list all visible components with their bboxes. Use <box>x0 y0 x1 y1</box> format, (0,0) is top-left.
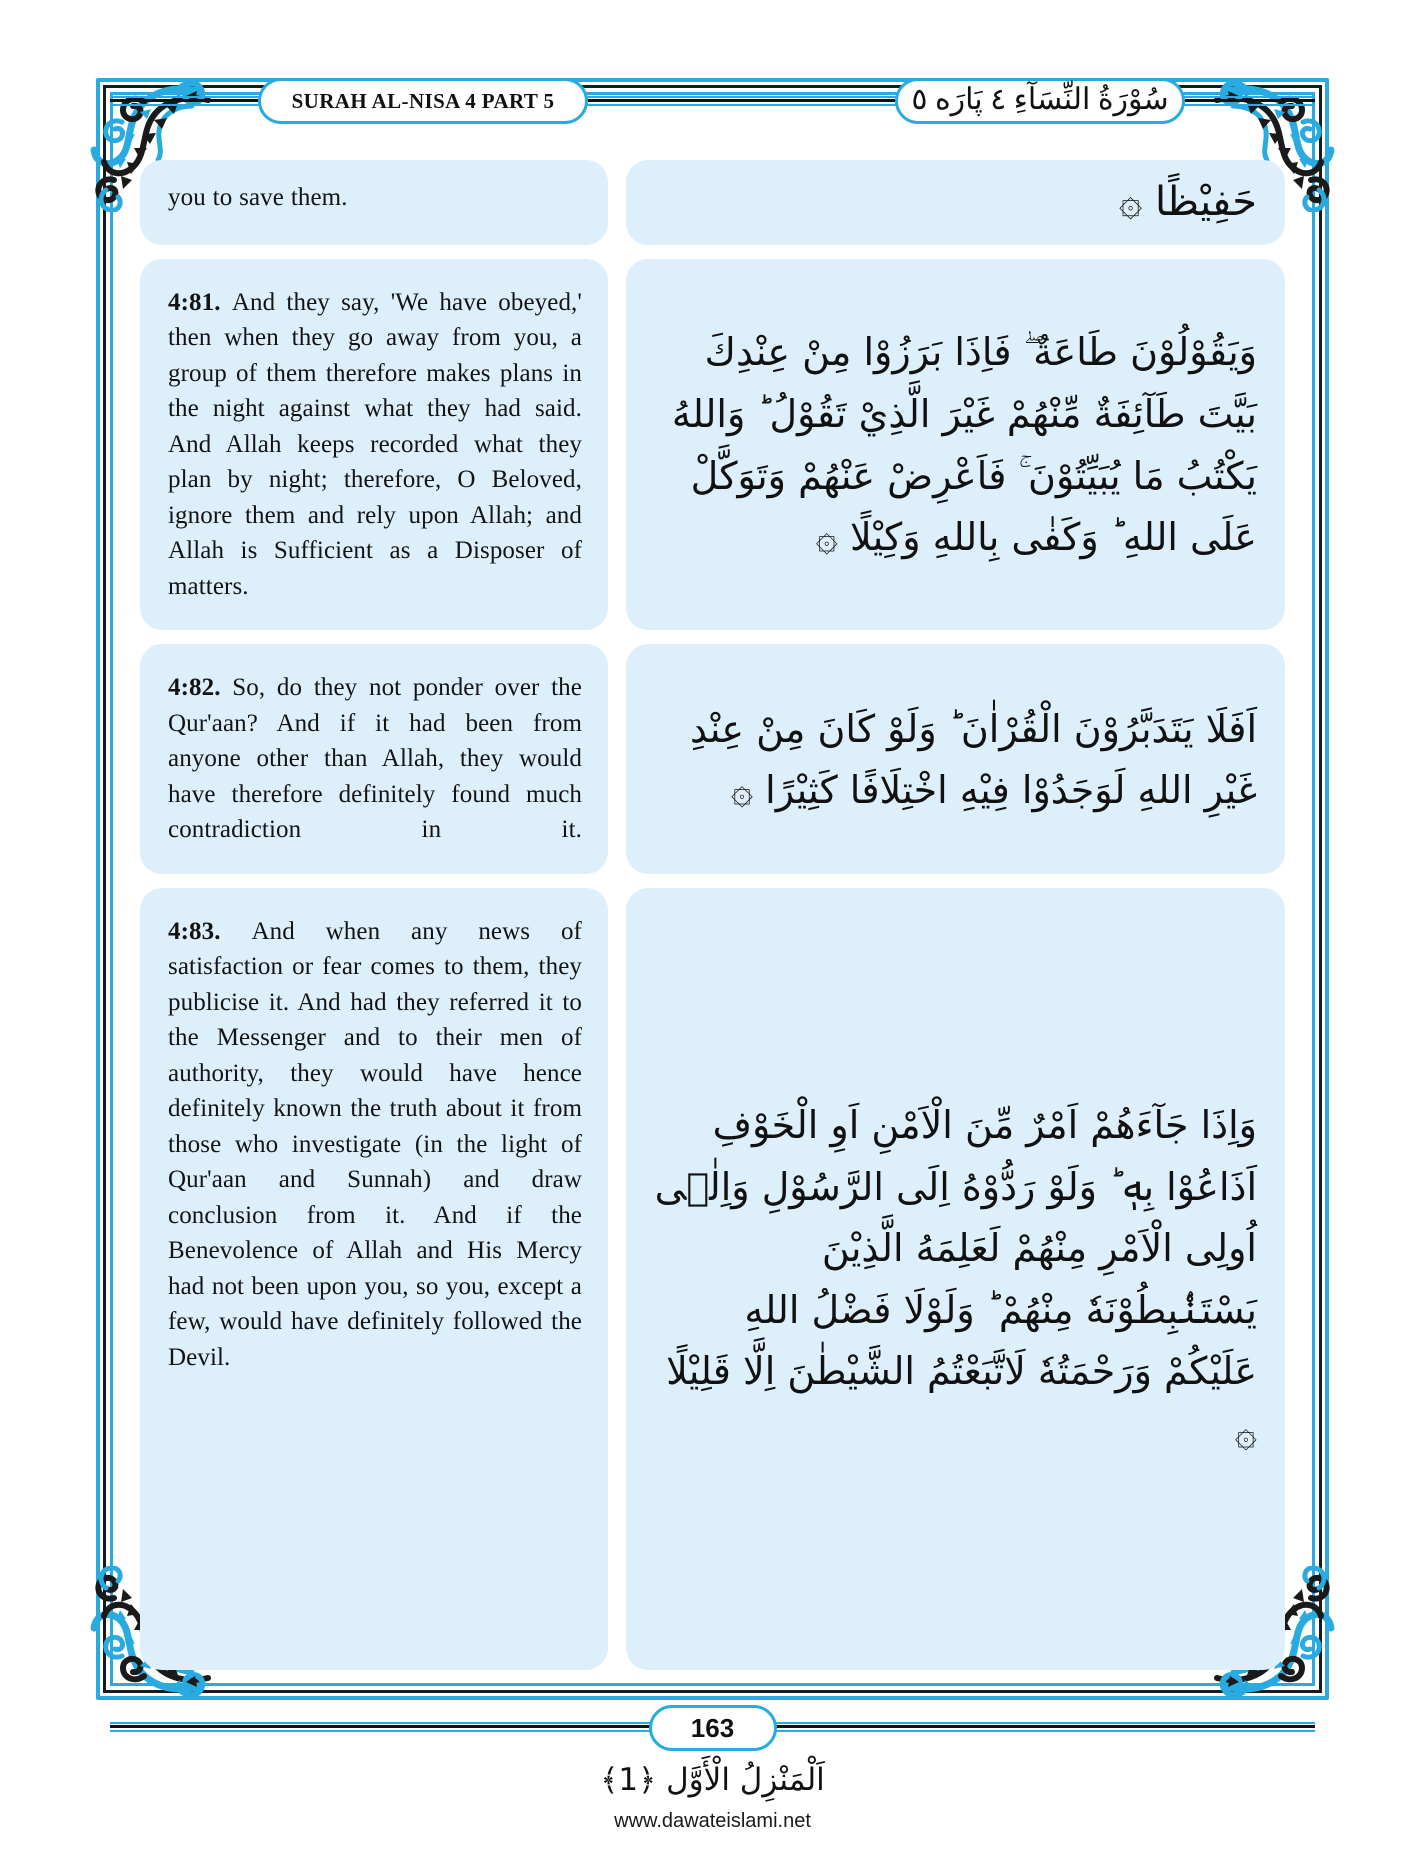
verse-list <box>140 160 1285 1670</box>
verse-row <box>140 644 1285 874</box>
page-header <box>110 78 1315 124</box>
surah-title-arabic-label: سُوْرَةُ النِّسَآءِ ٤ پَارَه ٥ <box>911 83 1169 116</box>
manzil-label: اَلْمَنْزِلُ الْأَوَّل ﴿1﴾ <box>600 1762 825 1798</box>
surah-title-arabic <box>895 78 1185 124</box>
verse-number: 4:81. <box>168 288 232 316</box>
verse-arabic-panel <box>626 888 1285 1670</box>
page-number-label: 163 <box>690 1712 735 1743</box>
verse-arabic-text: اَفَلَا يَتَدَبَّرُوْنَ الْقُرْاٰنَ ؕ وَلَوْ كَانَ مِنْ عِنْدِ غَيْرِ اللهِ لَوَجَدُوْا فِيْهِ اخْتِلَافًا كَثِيْرًا ۞ <box>689 706 1257 813</box>
verse-english-text: you to save them. <box>168 184 348 211</box>
verse-arabic-text: وَيَقُوْلُوْنَ طَاعَةٌ ۖ فَاِذَا بَرَزُوْا مِنْ عِنْدِكَ بَيَّتَ طَآئِفَةٌ مِّنْهُمْ غَيْرَ الَّذِيْ تَقُوْلُ ؕ وَاللهُ يَكْتُبُ مَا يُبَيِّتُوْنَ ۚ فَاَعْرِضْ عَنْهُمْ وَتَوَكَّلْ عَلَى اللهِ ؕ وَكَفٰى بِاللهِ وَكِيْلًا ۞ <box>671 330 1257 560</box>
verse-row <box>140 259 1285 631</box>
verse-english-panel <box>140 888 608 1670</box>
verse-arabic-panel <box>626 160 1285 245</box>
surah-title-english <box>258 78 588 124</box>
verse-row <box>140 888 1285 1670</box>
verse-english-text: So, do they not ponder over the Qur'aan? And if it had been from anyone other than Allah, they would have therefore definitely found much contradiction in it. <box>168 674 582 844</box>
verse-english-text: And they say, 'We have obeyed,' then when they go away from you, a group of them therefore makes plans in the night against what they had said. And Allah keeps recorded what they plan by night; therefore, O Beloved, ignore them and rely upon Allah; and Allah is Sufficient as a Disposer of matters. <box>168 288 582 600</box>
page-footer <box>0 1670 1425 1850</box>
verse-english-panel <box>140 160 608 245</box>
verse-number: 4:83. <box>168 917 252 945</box>
page-number-badge <box>649 1705 777 1751</box>
verse-arabic-text: وَاِذَا جَآءَهُمْ اَمْرٌ مِّنَ الْاَمْنِ اَوِ الْخَوْفِ اَذَاعُوْا بِهٖ ؕ وَلَوْ رَدُّوْهُ اِلَى الرَّسُوْلِ وَاِلٰۤى اُولِى الْاَمْرِ مِنْهُمْ لَعَلِمَهُ الَّذِيْنَ يَسْتَنْۢبِطُوْنَهٗ مِنْهُمْ ؕ وَلَوْلَا فَضْلُ اللهِ عَلَيْكُمْ وَرَحْمَتُهٗ لَاتَّبَعْتُمُ الشَّيْطٰنَ اِلَّا قَلِيْلًا ۞ <box>654 1103 1257 1455</box>
verse-english-panel <box>140 644 608 874</box>
verse-english-panel <box>140 259 608 631</box>
verse-row <box>140 160 1285 245</box>
verse-arabic-text: حَفِيْظًا ۞ <box>1118 179 1257 225</box>
website-url: www.dawateislami.net <box>614 1810 811 1832</box>
verse-arabic-panel <box>626 259 1285 631</box>
surah-title-english-label: SURAH AL-NISA 4 PART 5 <box>291 88 555 113</box>
verse-number: 4:82. <box>168 674 233 702</box>
verse-english-text: And when any news of satisfaction or fear comes to them, they publicise it. And had they referred it to the Messenger and to their men of authority, they would have hence definitely known the truth about it from those who investigate (in the light of Qur'aan and Sunnah) and draw conclusion from it. And if the Benevolence of Allah and His Mercy had not been upon you, so you, except a few, would have definitely followed the Devil. <box>168 917 582 1371</box>
verse-arabic-panel <box>626 644 1285 874</box>
